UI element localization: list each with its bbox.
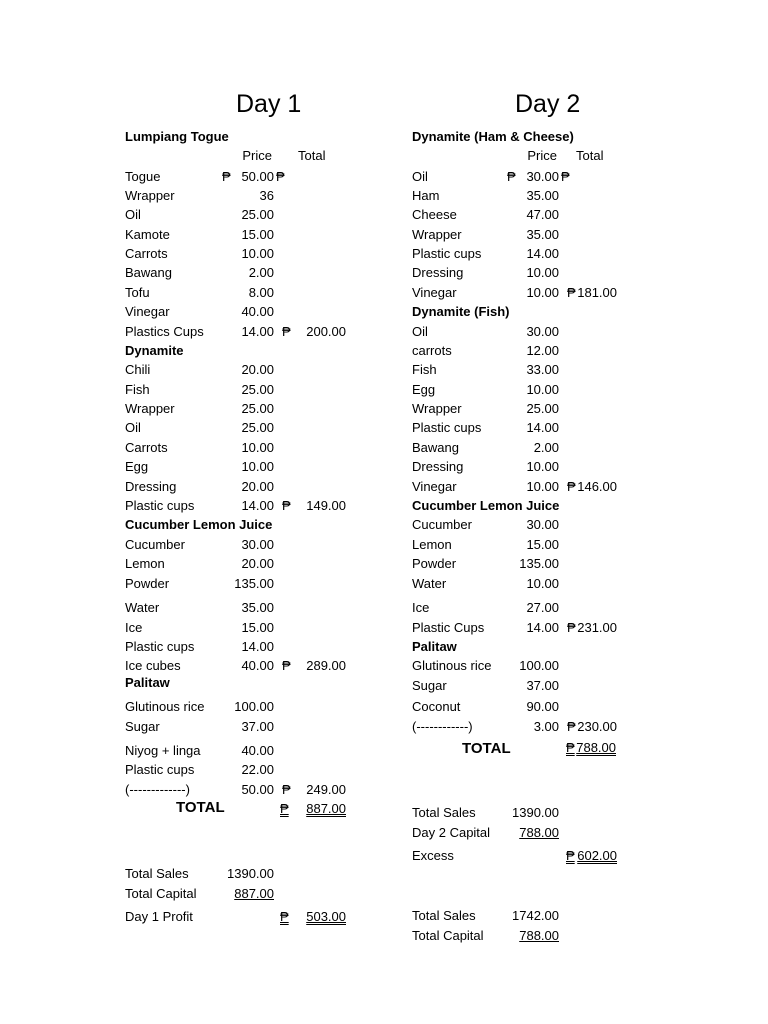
day1-currency-sign: ₱ [276, 169, 285, 184]
day1-item-price: 10.00 [241, 246, 274, 261]
day1-item-name: Fish [125, 382, 150, 397]
day2-item-name: Cheese [412, 207, 457, 222]
day1-item-name: Niyog + linga [125, 743, 201, 758]
day2-item-name: Bawang [412, 440, 459, 455]
day2-section-total: 231.00 [577, 620, 617, 635]
day1-currency-sign: ₱ [222, 169, 231, 184]
day1-item-name: Glutinous rice [125, 699, 205, 714]
day1-title: Day 1 [236, 90, 302, 118]
day2-item-name: Powder [412, 556, 457, 571]
day1-item-name: Kamote [125, 227, 170, 242]
day1-item-price: 50.00 [241, 169, 274, 184]
day2-total-header: Total [576, 148, 604, 163]
day2-item-name: Fish [412, 362, 437, 377]
day1-item-price: 25.00 [241, 207, 274, 222]
day2-item-name: Glutinous rice [412, 658, 492, 673]
day2-section-title: Palitaw [412, 639, 457, 654]
day2-excess: 602.00 [577, 848, 617, 863]
day2-item-price: 30.00 [526, 517, 559, 532]
day1-item-name: Egg [125, 459, 149, 474]
day1-item-name: Chili [125, 362, 151, 377]
day1-item-price: 15.00 [241, 227, 274, 242]
day2-item-price: 33.00 [526, 362, 559, 377]
day2-item-price: 25.00 [526, 401, 559, 416]
day2-item-name: Dressing [412, 265, 464, 280]
day2-section-title: Cucumber Lemon Juice [412, 498, 560, 513]
day1-subtotal-currency: ₱ [282, 658, 291, 673]
day2-item-price: 2.00 [533, 440, 559, 455]
day2-subtotal-currency: ₱ [567, 719, 576, 734]
day2-subtotal-currency: ₱ [567, 479, 576, 494]
day1-item-price: 36 [259, 188, 274, 203]
day2-capital: 788.00 [519, 825, 559, 840]
day2-item-name: Sugar [412, 678, 447, 693]
day1-item-name: Vinegar [125, 304, 170, 319]
day1-item-price: 2.00 [248, 265, 274, 280]
day2-price-header: Price [527, 148, 557, 163]
day2-item-price: 14.00 [526, 420, 559, 435]
day2-item-name: Coconut [412, 699, 461, 714]
day1-item-name: Sugar [125, 719, 160, 734]
day1-item-name: Plastic cups [125, 762, 195, 777]
day2-section-title: Dynamite (Fish) [412, 304, 510, 319]
day2-total-sales: 1390.00 [512, 805, 559, 820]
day2-item-price: 90.00 [526, 699, 559, 714]
day2-total-capital: 788.00 [519, 928, 559, 943]
day2-item-name: Wrapper [412, 227, 462, 242]
day2-item-price: 10.00 [526, 576, 559, 591]
day1-item-price: 30.00 [241, 537, 274, 552]
day1-item-price: 40.00 [241, 743, 274, 758]
day1-item-name: Powder [125, 576, 170, 591]
day1-item-price: 20.00 [241, 556, 274, 571]
day1-grand-total-label: TOTAL [176, 799, 225, 816]
day2-section-total: 146.00 [577, 479, 617, 494]
day2-item-price: 10.00 [526, 265, 559, 280]
day1-section-total: 200.00 [306, 324, 346, 339]
day2-item-price: 10.00 [526, 382, 559, 397]
day1-section-total: 249.00 [306, 782, 346, 797]
day1-item-price: 25.00 [241, 420, 274, 435]
day2-excess-currency: ₱ [566, 848, 575, 863]
day2-grand-total-currency: ₱ [566, 740, 575, 755]
day1-total-capital-label: Total Capital [125, 886, 197, 901]
day1-item-price: 20.00 [241, 362, 274, 377]
day2-item-price: 30.00 [526, 169, 559, 184]
day1-profit-currency: ₱ [280, 909, 289, 924]
day2-item-price: 27.00 [526, 600, 559, 615]
day1-item-price: 22.00 [241, 762, 274, 777]
day2-total-capital-label: Total Capital [412, 928, 484, 943]
day2-item-name: Lemon [412, 537, 452, 552]
day1-item-name: Togue [125, 169, 161, 184]
day2-item-name: Egg [412, 382, 436, 397]
day1-item-name: Plastic cups [125, 498, 195, 513]
day2-item-price: 30.00 [526, 324, 559, 339]
day1-item-name: Ice cubes [125, 658, 181, 673]
day2-item-price: 47.00 [526, 207, 559, 222]
day1-item-name: Ice [125, 620, 143, 635]
day1-item-price: 14.00 [241, 498, 274, 513]
day2-total-sales-label: Total Sales [412, 805, 476, 820]
day2-excess-label: Excess [412, 848, 454, 863]
day1-total-sales-label: Total Sales [125, 866, 189, 881]
day2-item-name: (------------) [412, 719, 473, 734]
day2-item-name: Cucumber [412, 517, 472, 532]
day1-item-name: (-------------) [125, 782, 190, 797]
day2-item-price: 3.00 [533, 719, 559, 734]
day1-item-price: 14.00 [241, 639, 274, 654]
day2-total-sales-2-label: Total Sales [412, 908, 476, 923]
day1-profit: 503.00 [306, 909, 346, 924]
day2-item-price: 12.00 [526, 343, 559, 358]
day1-item-price: 25.00 [241, 401, 274, 416]
day2-section-total: 230.00 [577, 719, 617, 734]
day2-capital-label: Day 2 Capital [412, 825, 491, 840]
day2-currency-sign: ₱ [507, 169, 516, 184]
day1-item-price: 15.00 [241, 620, 274, 635]
day1-section-total: 289.00 [306, 658, 346, 673]
day1-item-price: 135.00 [234, 576, 274, 591]
day1-item-price: 37.00 [241, 719, 274, 734]
day1-subtotal-currency: ₱ [282, 782, 291, 797]
day2-item-price: 10.00 [526, 285, 559, 300]
day1-item-name: Oil [125, 207, 141, 222]
day2-item-name: Plastic Cups [412, 620, 485, 635]
day2-item-name: Water [412, 576, 447, 591]
day1-item-name: Wrapper [125, 188, 175, 203]
day1-item-name: Oil [125, 420, 141, 435]
day2-item-name: Plastic cups [412, 420, 482, 435]
day1-total-sales: 1390.00 [227, 866, 274, 881]
day2-item-name: Ice [412, 600, 430, 615]
day1-item-name: Wrapper [125, 401, 175, 416]
day1-item-price: 40.00 [241, 658, 274, 673]
day1-item-name: Bawang [125, 265, 172, 280]
day1-item-name: Carrots [125, 246, 168, 261]
day2-item-price: 135.00 [519, 556, 559, 571]
day1-item-price: 20.00 [241, 479, 274, 494]
day2-item-price: 10.00 [526, 479, 559, 494]
day2-item-name: Ham [412, 188, 440, 203]
day1-item-name: Cucumber [125, 537, 185, 552]
day1-grand-total-currency: ₱ [280, 801, 289, 816]
day2-item-name: Oil [412, 324, 428, 339]
day2-subtotal-currency: ₱ [567, 285, 576, 300]
day1-item-price: 10.00 [241, 440, 274, 455]
day2-subtotal-currency: ₱ [567, 620, 576, 635]
day1-subtotal-currency: ₱ [282, 498, 291, 513]
day1-item-price: 35.00 [241, 600, 274, 615]
day2-item-price: 14.00 [526, 620, 559, 635]
day1-item-price: 10.00 [241, 459, 274, 474]
day2-item-name: Oil [412, 169, 428, 184]
day2-item-name: Vinegar [412, 479, 457, 494]
day1-item-price: 40.00 [241, 304, 274, 319]
day1-item-name: Carrots [125, 440, 168, 455]
day1-item-name: Plastic cups [125, 639, 195, 654]
day1-item-name: Dressing [125, 479, 177, 494]
day2-grand-total-label: TOTAL [462, 740, 511, 757]
day1-section-total: 149.00 [306, 498, 346, 513]
day1-item-price: 8.00 [248, 285, 274, 300]
day2-item-price: 15.00 [526, 537, 559, 552]
day2-item-price: 37.00 [526, 678, 559, 693]
day2-total-sales-2: 1742.00 [512, 908, 559, 923]
day2-item-name: Dressing [412, 459, 464, 474]
day1-item-price: 50.00 [241, 782, 274, 797]
day1-section-title: Palitaw [125, 675, 170, 690]
day1-total-capital: 887.00 [234, 886, 274, 901]
day2-item-name: Wrapper [412, 401, 462, 416]
day2-grand-total: 788.00 [576, 740, 616, 755]
day1-item-price: 100.00 [234, 699, 274, 714]
day2-item-price: 35.00 [526, 188, 559, 203]
day2-section-title: Dynamite (Ham & Cheese) [412, 129, 574, 144]
day2-section-total: 181.00 [577, 285, 617, 300]
day1-section-title: Lumpiang Togue [125, 129, 229, 144]
day1-grand-total: 887.00 [306, 801, 346, 816]
day1-profit-label: Day 1 Profit [125, 909, 193, 924]
day2-item-name: carrots [412, 343, 452, 358]
day1-section-title: Cucumber Lemon Juice [125, 517, 273, 532]
day2-currency-sign: ₱ [561, 169, 570, 184]
day1-subtotal-currency: ₱ [282, 324, 291, 339]
day2-item-name: Plastic cups [412, 246, 482, 261]
day2-item-price: 35.00 [526, 227, 559, 242]
day2-item-price: 100.00 [519, 658, 559, 673]
day1-item-name: Plastics Cups [125, 324, 204, 339]
day1-item-price: 25.00 [241, 382, 274, 397]
day1-item-name: Lemon [125, 556, 165, 571]
day1-item-name: Water [125, 600, 160, 615]
day1-item-price: 14.00 [241, 324, 274, 339]
day2-title: Day 2 [515, 90, 581, 118]
day1-section-title: Dynamite [125, 343, 184, 358]
day1-item-name: Tofu [125, 285, 150, 300]
day2-item-price: 14.00 [526, 246, 559, 261]
day2-item-name: Vinegar [412, 285, 457, 300]
day2-item-price: 10.00 [526, 459, 559, 474]
day1-price-header: Price [242, 148, 272, 163]
day1-total-header: Total [298, 148, 326, 163]
